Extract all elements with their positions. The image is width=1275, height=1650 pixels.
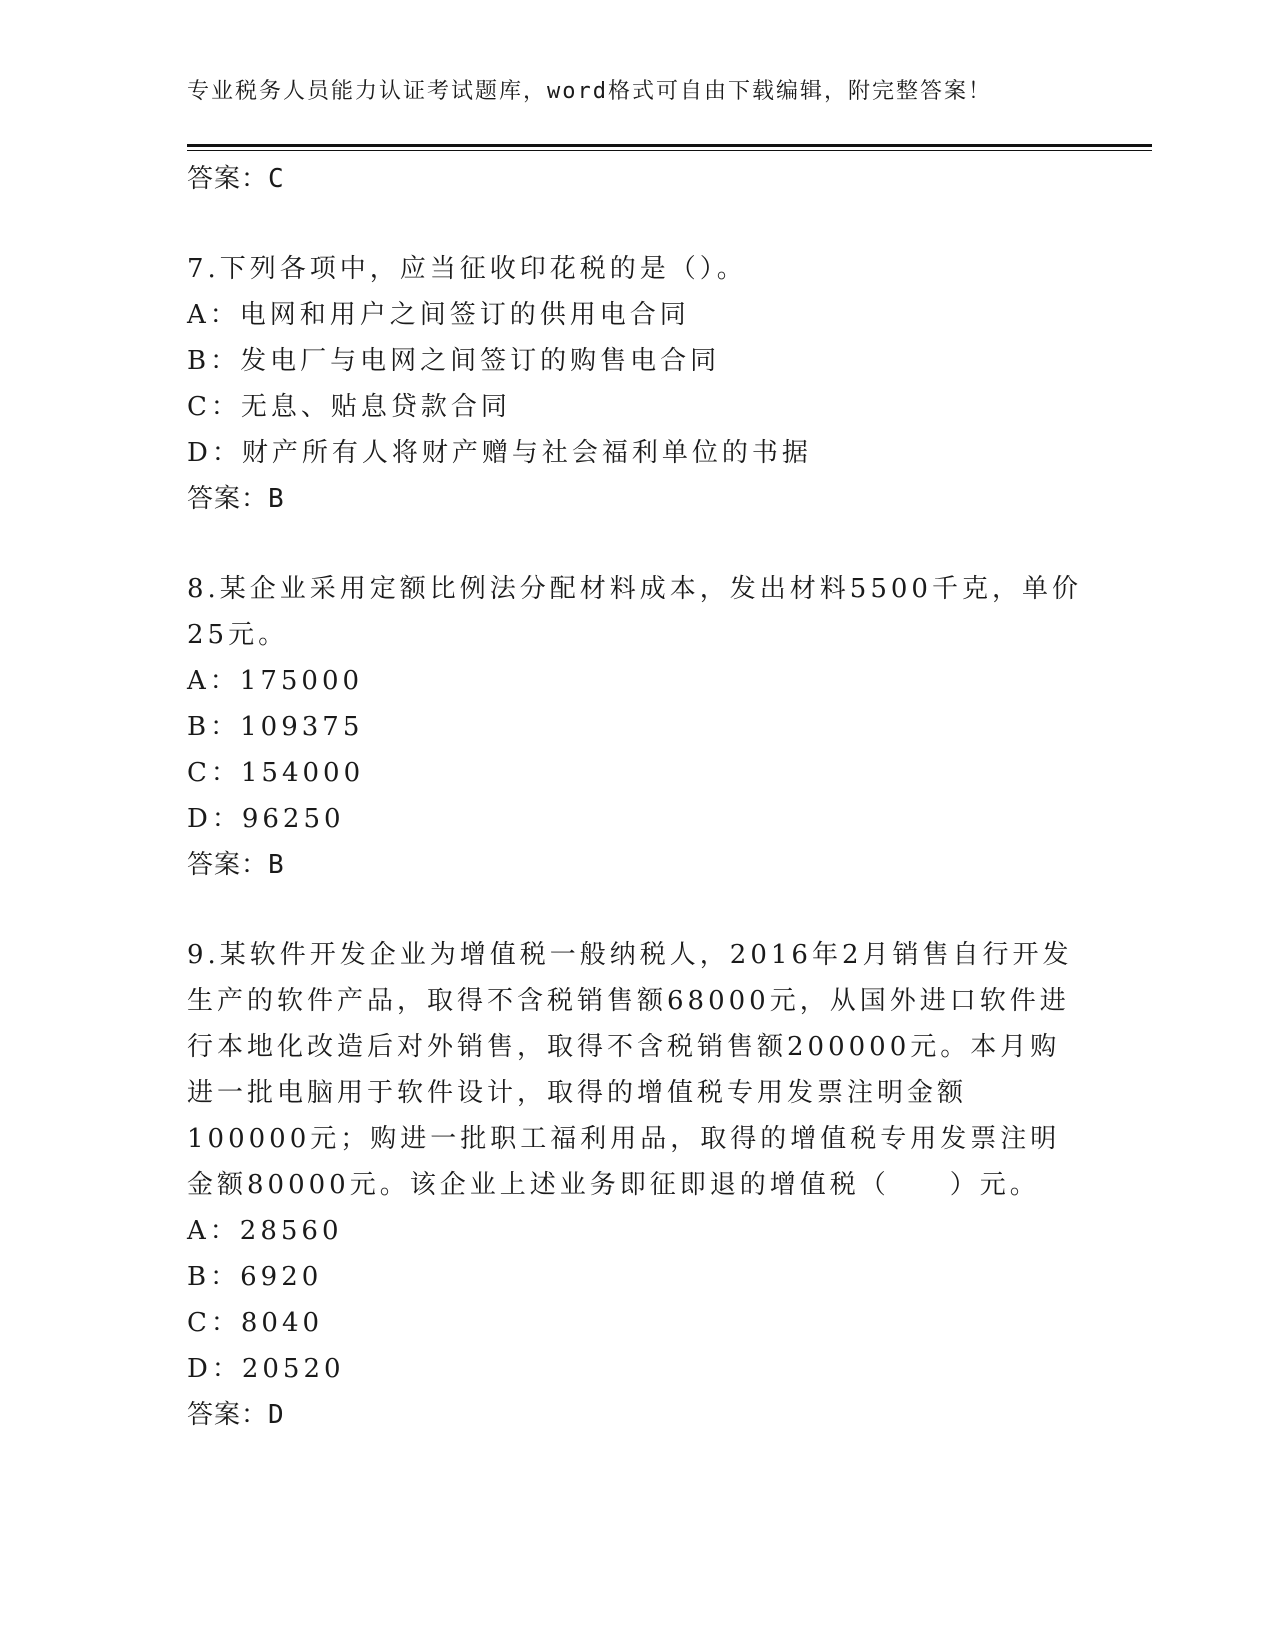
answer: 答案：D <box>187 1400 285 1430</box>
option-b: B：6920 <box>187 1262 323 1292</box>
question-8 <box>187 566 1087 888</box>
answer: 答案：B <box>187 484 285 514</box>
option-c: C：8040 <box>187 1308 324 1338</box>
option-a: A：175000 <box>187 666 364 696</box>
answer: 答案：B <box>187 850 285 880</box>
option-d: D：20520 <box>187 1354 345 1384</box>
header-rule-thick <box>187 144 1152 147</box>
option-c: C：154000 <box>187 758 365 788</box>
previous-answer: 答案：C <box>187 164 285 194</box>
option-a: A：28560 <box>187 1216 343 1246</box>
option-c: C：无息、贴息贷款合同 <box>187 392 511 422</box>
question-text: 9.某软件开发企业为增值税一般纳税人，2016年2月销售自行开发生产的软件产品，取得不含税销售额68000元，从国外进口软件进行本地化改造后对外销售，取得不含税销售额200000元。本月购进一批电脑用于软件设计，取得的增值税专用发票注明金额100000元；购进一批职工福利用品，取得的增值税专用发票注明金额80000元。该企业上述业务即征即退的增值税（ ）元。 <box>187 940 1073 1200</box>
question-text: 8.某企业采用定额比例法分配材料成本，发出材料5500千克，单价25元。 <box>187 574 1082 650</box>
document-body <box>187 156 1087 1438</box>
question-9 <box>187 932 1087 1438</box>
page-header: 专业税务人员能力认证考试题库，word格式可自由下载编辑，附完整答案！ <box>187 79 992 104</box>
option-a: A：电网和用户之间签订的供用电合同 <box>187 300 690 330</box>
question-text: 7.下列各项中，应当征收印花税的是（）。 <box>187 254 747 284</box>
option-d: D：财产所有人将财产赠与社会福利单位的书据 <box>187 438 812 468</box>
option-b: B：发电厂与电网之间签订的购售电合同 <box>187 346 721 376</box>
option-b: B：109375 <box>187 712 364 742</box>
option-d: D：96250 <box>187 804 345 834</box>
header-rule-thin <box>187 150 1152 151</box>
question-7 <box>187 246 1087 522</box>
